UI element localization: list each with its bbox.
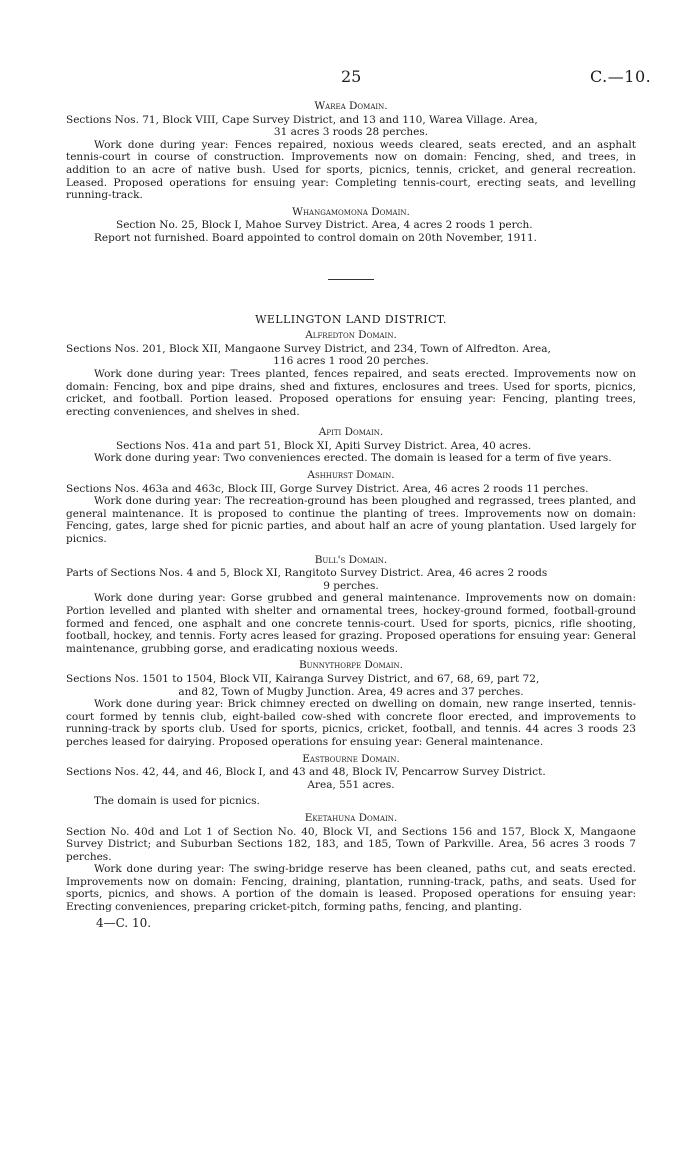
section-work: Work done during year: Fences repaired, noxious weeds cleared, seats erected, and an asphalt tennis-court in course of construction. Improvements now on domain: Fencing, shed, and trees, in addition to an acre of native bush. Used for sports, picnics, tennis, cricket, and general recreation. Leased. Proposed operations for ensuing year: Completing tennis-court, erecting seats, and levelling running-track.	[66, 138, 636, 202]
section-ashhurst	[66, 469, 636, 546]
section-area: Parts of Sections Nos. 4 and 5, Block XI, Rangitoto Survey District. Area, 46 acres 2 roods	[66, 567, 548, 580]
section-title: Whangamomona Domain.	[292, 205, 410, 218]
section-work: Work done during year: Gorse grubbed and general maintenance. Improvements now on domain: Portion levelled and planted with shelter and ornamental trees, hockey-ground formed, football-ground formed and fenced, one asphalt and one concrete tennis-court. Used for sports, picnics, rifle shooting, football, hockey, and tennis. Forty acres leased for grazing. Proposed operations for ensuing year: General maintenance, grubbing gorse, and eradicating noxious weeds.	[66, 592, 636, 655]
section-work: Work done during year: The swing-bridge reserve has been cleaned, paths cut, and seats erected. Improvements now on domain: Fencing, draining, plantation, running-track, paths, and seats. Used for sports, picnics, and shows. A portion of the domain is leased. Proposed operations for ensuing year: Erecting conveniences, preparing cricket-pitch, forming paths, fencing, and planting.	[66, 863, 636, 914]
section-eketahuna	[66, 812, 636, 914]
section-area: Sections Nos. 463a and 463c, Block III, Gorge Survey District. Area, 46 acres 2 roods 11 perches.	[66, 482, 589, 495]
section-whangamomona	[66, 206, 636, 245]
page-footer: 4—C. 10.	[96, 915, 152, 930]
section-area: Sections Nos. 201, Block XII, Mangaone Survey District, and 234, Town of Alfredton. Area,	[66, 342, 551, 355]
section-alfredton	[66, 329, 636, 418]
section-area-cont: 9 perches.	[323, 579, 379, 592]
page-body	[66, 100, 636, 929]
section-title: Warea Domain.	[314, 100, 388, 112]
document-reference: C.—10.	[590, 67, 652, 86]
section-area: Sections Nos. 1501 to 1504, Block VII, Kairanga Survey District, and 67, 68, 69, part 72,	[66, 672, 540, 685]
section-title: Bunnythorpe Domain.	[298, 659, 404, 672]
section-title: Eketahuna Domain.	[304, 811, 398, 824]
section-area: Sections Nos. 41a and part 51, Block XI, Apiti Survey District. Area, 40 acres.	[116, 439, 532, 452]
section-bulls	[66, 554, 636, 656]
section-area-cont: 116 acres 1 rood 20 perches.	[273, 355, 429, 368]
section-work: Work done during year: Trees planted, fences repaired, and seats erected. Improvements now on domain: Fencing, box and pipe drains, shed and fixtures, enclosures and trees. Used for sports, picnics, cricket, and football. Portion leased. Proposed operations for ensuing year: Fencing, planting trees, erecting conveniences, and shelves in shed.	[66, 367, 636, 418]
section-title: Alfredton Domain.	[305, 329, 397, 342]
section-work: Report not furnished. Board appointed to control domain on 20th November, 1911.	[94, 231, 538, 244]
section-title: Apiti Domain.	[318, 426, 384, 439]
section-area-cont: Area, 551 acres.	[307, 778, 395, 791]
section-bunnythorpe	[66, 659, 636, 748]
section-apiti	[66, 426, 636, 465]
section-area: Section No. 25, Block I, Mahoe Survey District. Area, 4 acres 2 roods 1 perch.	[116, 219, 533, 232]
page-number: 25	[341, 67, 362, 86]
section-warea	[66, 100, 636, 202]
section-title: Ashhurst Domain.	[307, 469, 395, 482]
section-work: Work done during year: Brick chimney erected on dwelling on domain, new range inserted, tennis-court formed by tennis club, eight-bailed cow-shed with concrete floor erected, and improvements to running-track by sports club. Used for sports, picnics, cricket, football, and tennis. 44 acres 3 roods 23 perches leased for dairying. Proposed operations for ensuing year: General maintenance.	[66, 698, 636, 748]
section-work: The domain is used for picnics.	[94, 795, 260, 808]
section-work: Work done during year: Two conveniences erected. The domain is leased for a term of five years.	[94, 452, 612, 465]
section-area: Section No. 40d and Lot 1 of Section No. 40, Block VI, and Sections 156 and 157, Block X, Mangaone Survey District; and Suburban Sections 182, 183, and 185, Town of Parkville. Area, 56 acres 3 roods 7 perches.	[66, 825, 636, 863]
section-area: Sections Nos. 71, Block VIII, Cape Survey District, and 13 and 110, Warea Village. Area,	[66, 113, 538, 126]
section-area-cont: and 82, Town of Mugby Junction. Area, 49 acres and 37 perches.	[178, 685, 524, 698]
section-eastbourne	[66, 753, 636, 808]
district-title: WELLINGTON LAND DISTRICT.	[255, 312, 447, 326]
section-area: Sections Nos. 42, 44, and 46, Block I, and 43 and 48, Block IV, Pencarrow Survey District.	[66, 766, 546, 779]
section-work: Work done during year: The recreation-ground has been ploughed and regrassed, trees planted, and general maintenance. It is proposed to continue the planting of trees. Improvements now on domain: Fencing, gates, large shed for picnic parties, and about half an acre of young plantation. Used largely for picnics.	[66, 495, 636, 546]
section-area-cont: 31 acres 3 roods 28 perches.	[273, 126, 429, 139]
section-title: Bull's Domain.	[314, 553, 388, 566]
section-title: Eastbourne Domain.	[302, 752, 400, 765]
